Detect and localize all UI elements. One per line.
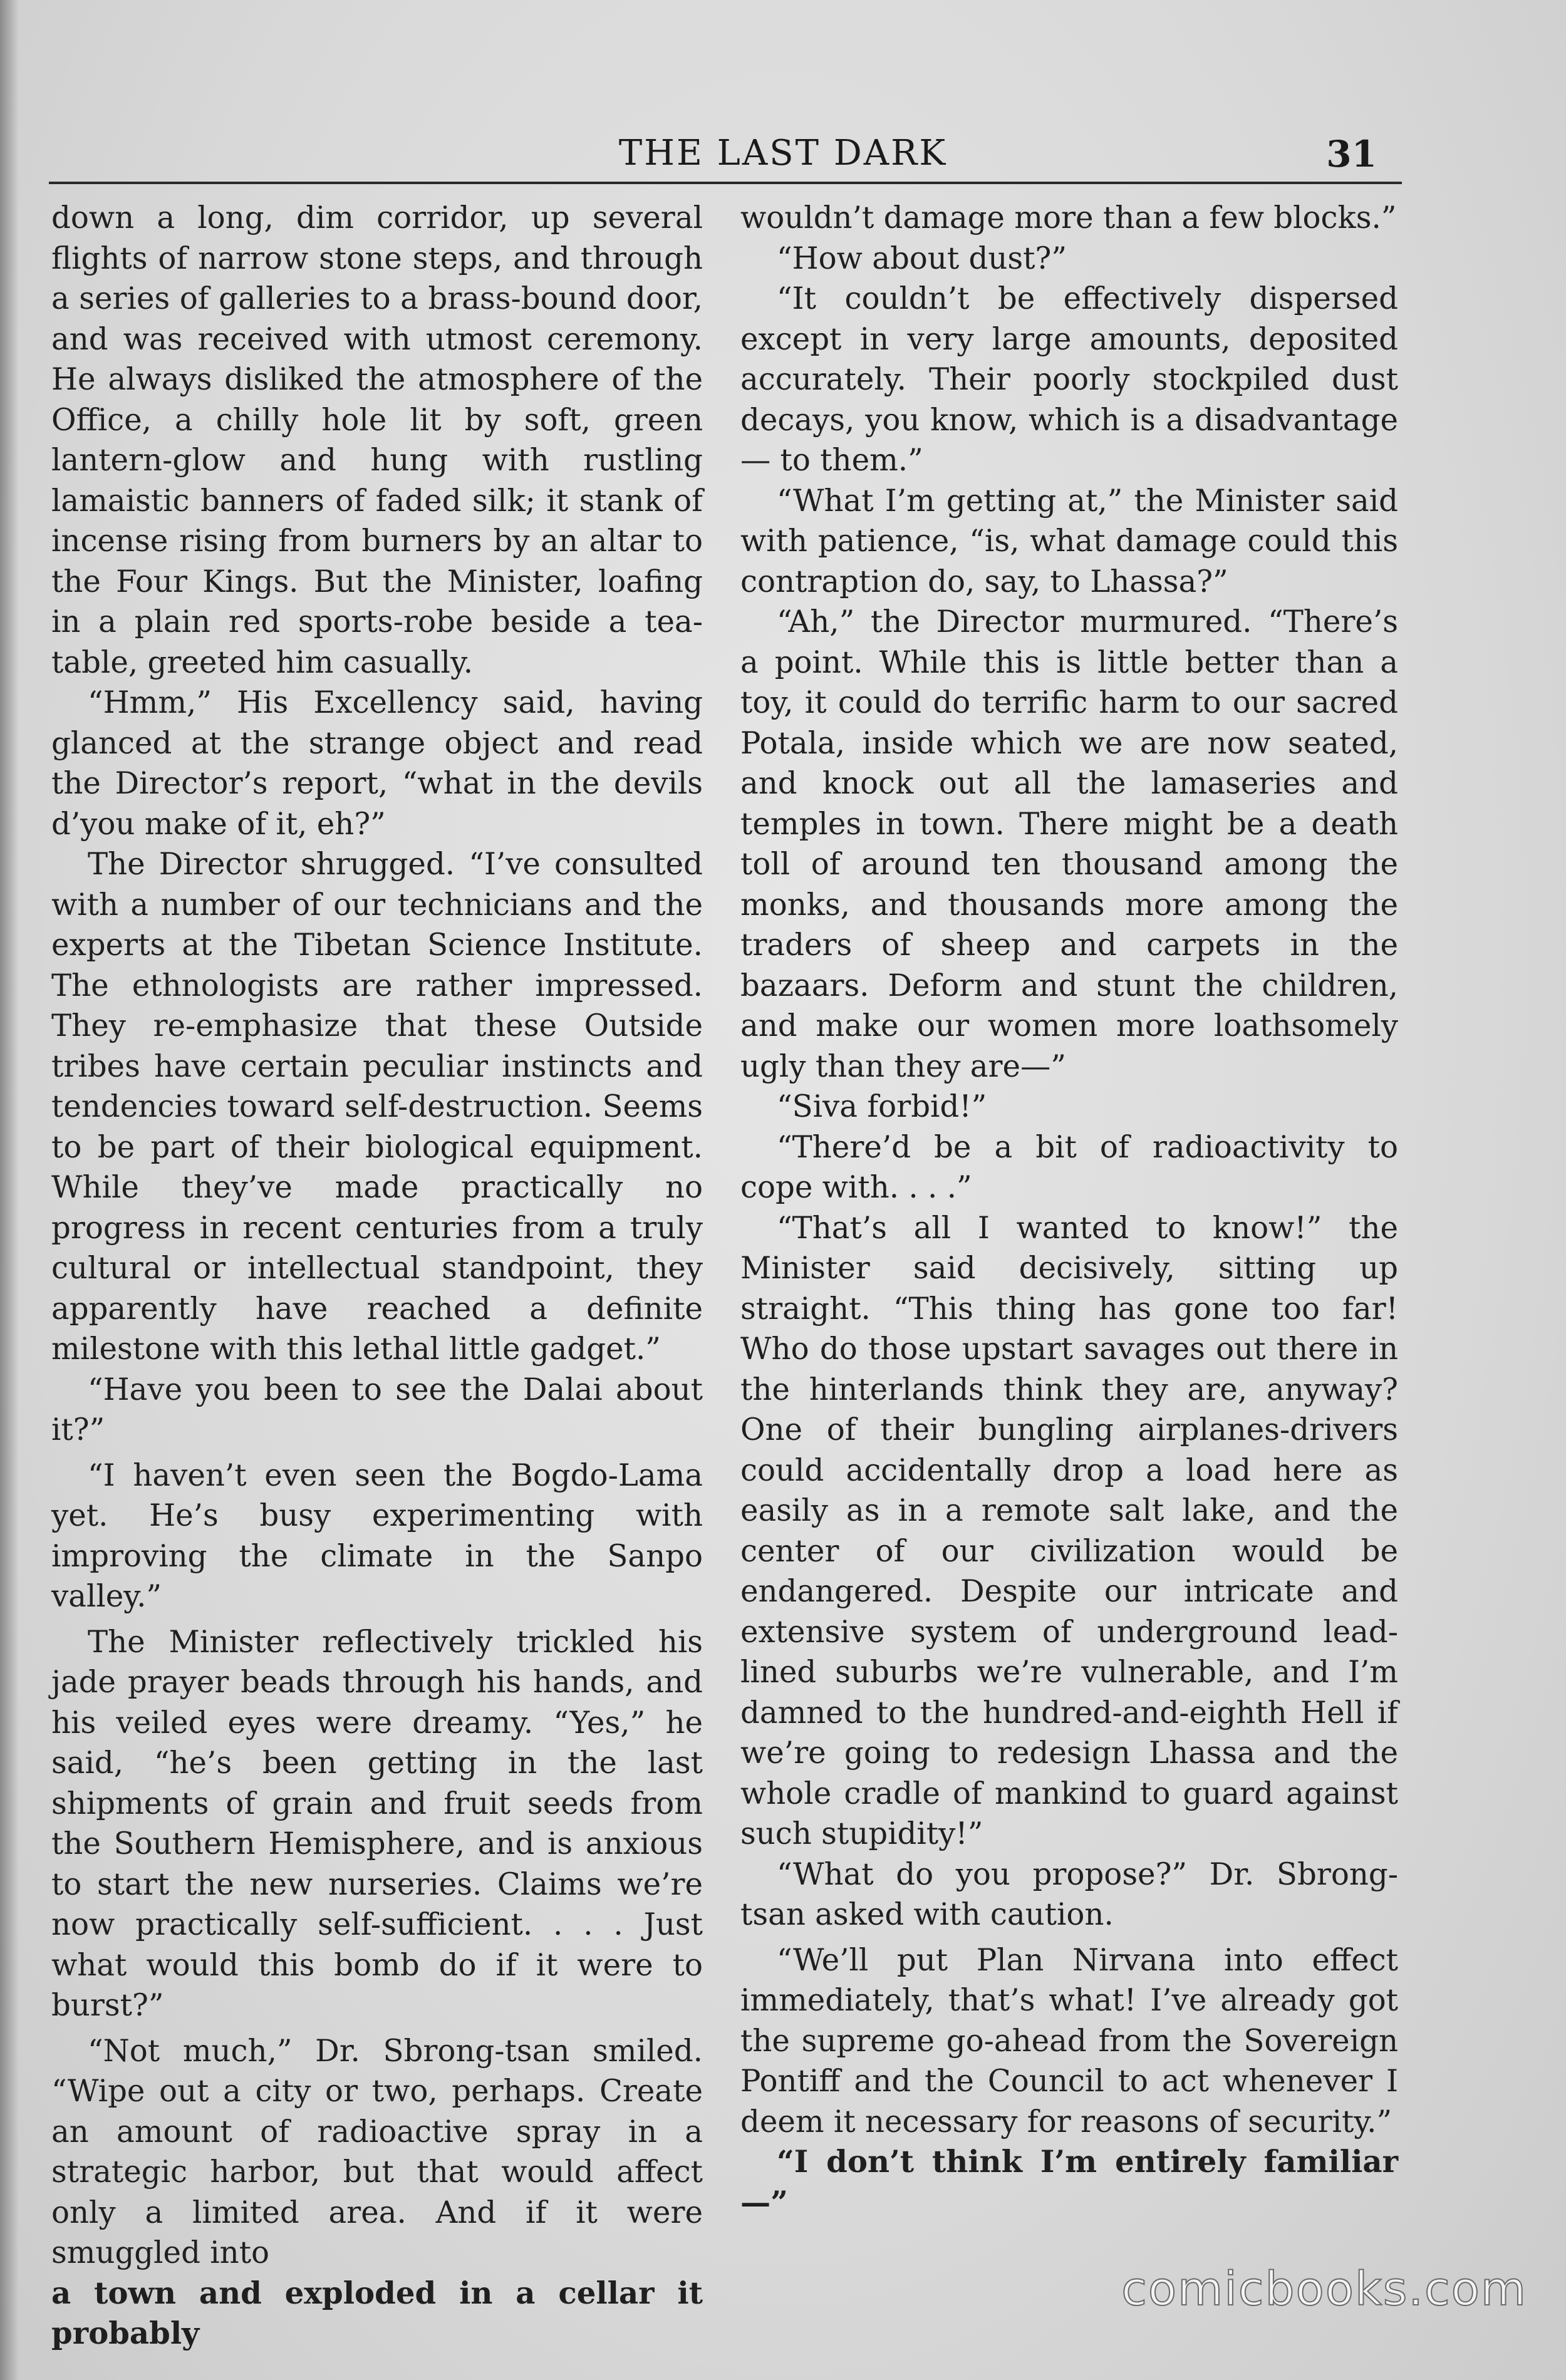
paragraph: “What do you propose?” Dr. Sbrong-tsan asked with caution. [740, 1856, 1398, 1932]
paragraph: down a long, dim corridor, up several flights of narrow stone steps, and through a series of galleries to a brass-bound door, and was received with utmost ceremony. He always disliked the atmosphere of the Office, a chilly hole lit by soft, green lantern-glow and hung with rustling lamaistic banners of faded silk; it stank of incense rising from burners by an altar to the Four Kings. But the Minister, loafing in a plain red sports-robe beside a tea-table, greeted him casually. [51, 200, 703, 680]
paragraph-bold-tail: a town and exploded in a cellar it probably [51, 2275, 703, 2351]
paragraph: “I haven’t even seen the Bogdo-Lama yet. He’s busy experimenting with improving the climate in the Sanpo valley.” [51, 1457, 703, 1614]
right-column [740, 198, 1398, 2220]
paragraph: “There’d be a bit of radioactivity to cope with. . . .” [740, 1129, 1398, 1205]
paragraph: “What I’m getting at,” the Minister said with patience, “is, what damage could this contraption do, say, to Lhassa?” [740, 483, 1398, 599]
paragraph: “That’s all I wanted to know!” the Minister said decisively, sitting up straight. “This thing has gone too far! Who do those upstart savages out there in the hinterlands think they are, anyway? One of their bungling airplanes-drivers could accidentally drop a load here as easily as in a remote salt lake, and the center of our civilization would be endangered. Despite our intricate and extensive system of underground lead-lined suburbs we’re vulnerable, and I’m damned to the hundred-and-eighth Hell if we’re going to redesign Lhassa and the whole cradle of mankind to guard against such stupidity!” [740, 1210, 1398, 1851]
header-rule [49, 182, 1402, 184]
running-title: THE LAST DARK [618, 133, 948, 173]
paragraph: “Hmm,” His Excellency said, having glanced at the strange object and read the Director’s report, “what in the devils d’you make of it, eh?” [51, 685, 703, 842]
paragraph: “Ah,” the Director murmured. “There’s a point. While this is little better than a toy, it could do terrific harm to our sacred Potala, inside which we are now seated, and knock out all the lamaseries and temples in town. There might be a death toll of around ten thousand among the monks, and thousands more among the traders of sheep and carpets in the bazaars. Deform and stunt the children, and make our women more loathsomely ugly than they are—” [740, 604, 1398, 1084]
left-column [51, 198, 703, 2351]
paragraph: “How about dust?” [777, 241, 1067, 276]
paragraph: “We’ll put Plan Nirvana into effect immediately, that’s what! I’ve already got the supreme go-ahead from the Sovereign Pontiff and the Council to act whenever I deem it necessary for reasons of security.” [740, 1942, 1398, 2139]
page-number: 31 [1326, 133, 1377, 175]
paragraph: “Not much,” Dr. Sbrong-tsan smiled. “Wipe out a city or two, perhaps. Create an amount of radioactive spray in a strategic harbor, but that would affect only a limited area. And if it were smuggled into [51, 2033, 703, 2270]
paragraph: “I don’t think I’m entirely familiar—” [740, 2145, 1398, 2220]
watermark-logo: comicbooks.com [1121, 2262, 1527, 2316]
paragraph: wouldn’t damage more than a few blocks.” [740, 200, 1397, 235]
paragraph: The Director shrugged. “I’ve consulted with a number of our technicians and the experts at the Tibetan Science Institute. The ethnologists are rather impressed. They re-emphasize that these Outside tribes have certain peculiar instincts and tendencies toward self-destruction. Seems to be part of their biological equipment. While they’ve made practically no progress in recent centuries from a truly cultural or intellectual standpoint, they apparently have reached a definite milestone with this lethal little gadget.” [51, 847, 703, 1367]
paragraph: “Have you been to see the Dalai about it?” [51, 1372, 703, 1447]
paragraph: “It couldn’t be effectively dispersed except in very large amounts, deposited accurately. Their poorly stockpiled dust decays, you know, which is a disadvantage— to them.” [740, 281, 1398, 478]
paragraph: The Minister reflectively trickled his jade prayer beads through his hands, and his veiled eyes were dreamy. “Yes,” he said, “he’s been getting in the last shipments of grain and fruit seeds from the Southern Hemisphere, and is anxious to start the new nurseries. Claims we’re now practically self-sufficient. . . . Just what would this bomb do if it were to burst?” [51, 1624, 703, 2023]
paragraph: “Siva forbid!” [777, 1089, 987, 1124]
page-edge-shadow [0, 0, 19, 2380]
